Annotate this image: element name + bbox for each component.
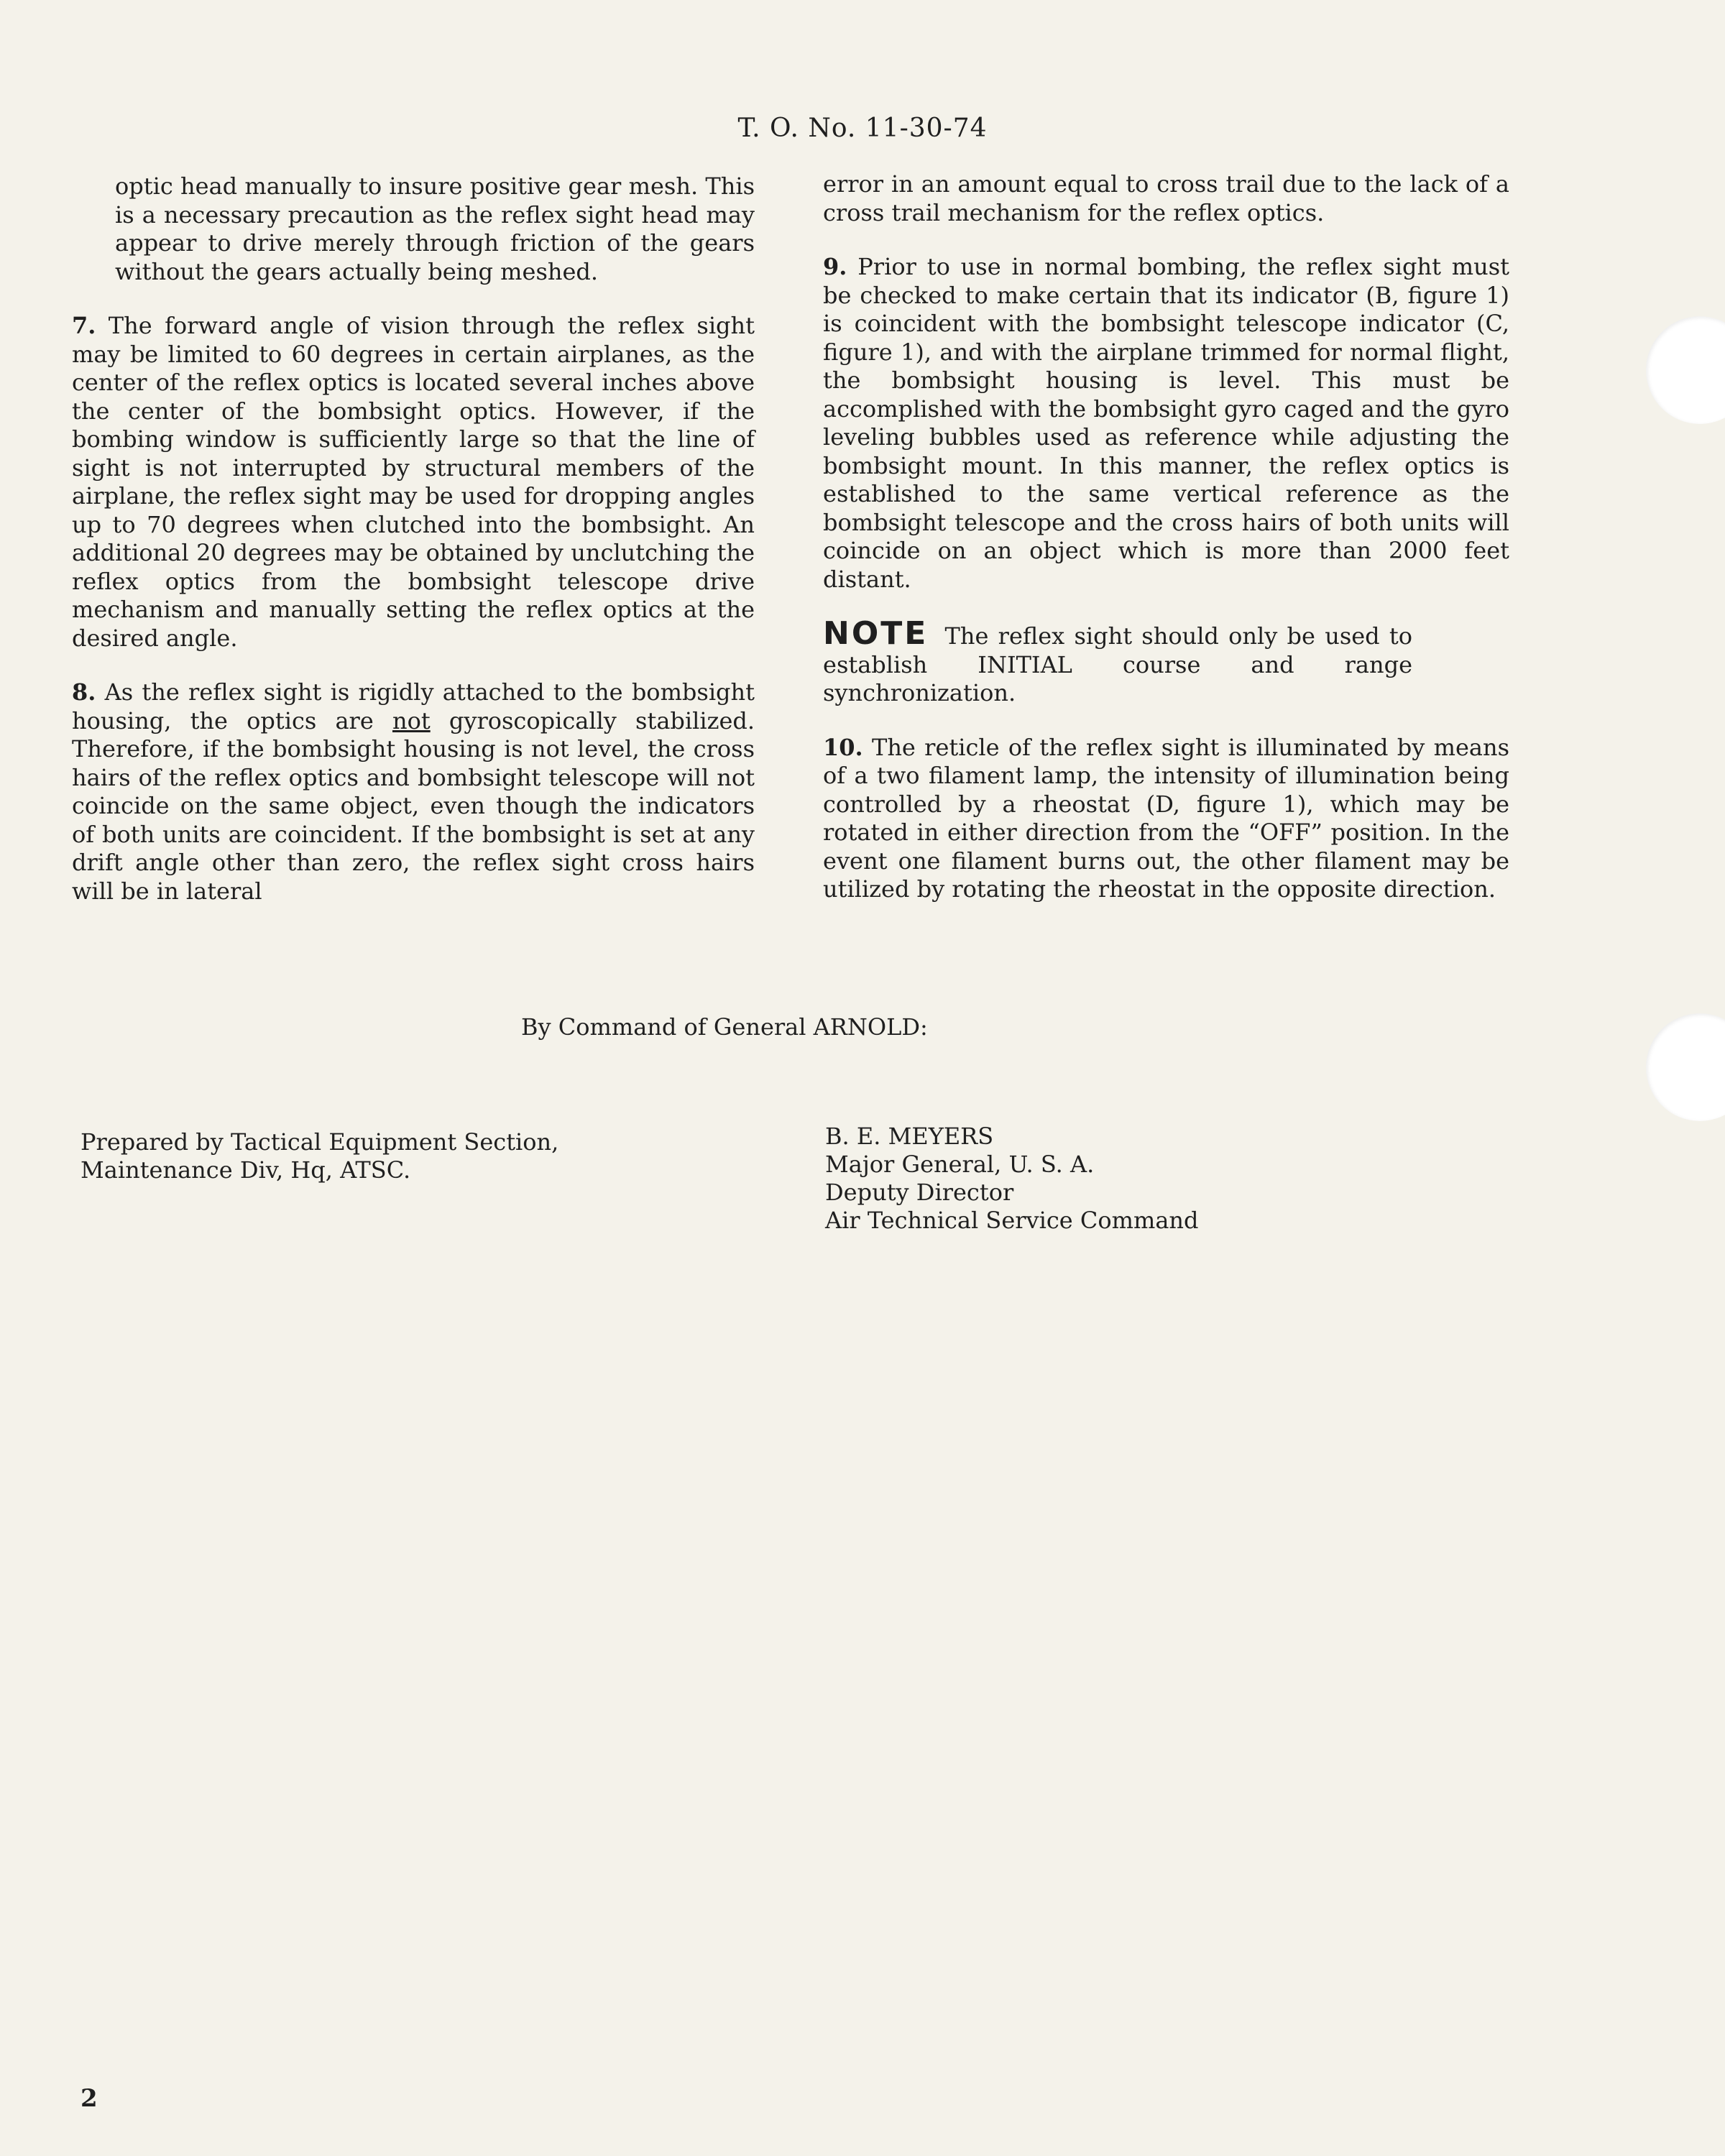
binder-hole bbox=[1646, 1013, 1725, 1121]
prepared-by-block bbox=[80, 1128, 558, 1184]
signatory-title: Deputy Director bbox=[825, 1179, 1014, 1206]
prepared-by-line: Prepared by Tactical Equipment Section, bbox=[80, 1128, 559, 1156]
paragraph-number: 10. bbox=[823, 733, 863, 761]
signatory-name: B. E. MEYERS bbox=[825, 1123, 994, 1150]
paragraph-7 bbox=[72, 312, 755, 653]
signatory-rank: Major General, U. S. A. bbox=[825, 1151, 1095, 1178]
paragraph-6-continuation: optic head manually to insure positive gear mesh. This is a necessary precaution as the reflex sight head may appear to drive merely through friction of the gears without the gears actually being meshed. bbox=[115, 172, 755, 285]
paragraph-8 bbox=[72, 678, 755, 906]
paragraph-text: gyroscopically stabilized. Therefore, if the bombsight housing is not level, the cross hairs of the reflex optics and bombsight telescope will not coincide on the same object, even though the indicators of both units are coincident. If the bombsight is set at any drift angle other than zero, the reflex sight cross hairs will be in lateral bbox=[72, 706, 755, 905]
signature-block bbox=[825, 1123, 1199, 1235]
signatory-org: Air Technical Service Command bbox=[825, 1207, 1199, 1234]
paragraph-number: 8. bbox=[72, 678, 96, 706]
binder-hole bbox=[1646, 316, 1725, 424]
document-number: T. O. No. 11-30-74 bbox=[737, 114, 988, 143]
note-label: NOTE bbox=[823, 615, 929, 652]
paragraph-number: 9. bbox=[823, 253, 847, 280]
paragraph-text: The reticle of the reflex sight is illuminated by means of a two filament lamp, the intensity of illumination being controlled by a rheostat (D, figure 1), which may be rotated in either direction from the “OFF” position. In the event one filament burns out, the other filament may be utilized by rotating the rheostat in the opposite direction. bbox=[823, 733, 1510, 903]
paragraph-text: The forward angle of vision through the reflex sight may be limited to 60 degrees in certain airplanes, as the center of the reflex optics is located several inches above the center of the bombsight optics. However, if the bombing window is sufficiently large so that the line of sight is not interrupted by structural members of the airplane, the reflex sight may be used for dropping angles up to 70 degrees when clutched into the bombsight. An additional 20 degrees may be obtained by unclutching the reflex optics from the bombsight telescope drive mechanism and manually setting the reflex optics at the desired angle. bbox=[72, 312, 755, 652]
paragraph-9 bbox=[823, 253, 1509, 594]
paragraph-10 bbox=[823, 734, 1509, 904]
emphasis-not: not bbox=[392, 706, 431, 734]
prepared-by-line: Maintenance Div, Hq, ATSC. bbox=[80, 1156, 411, 1184]
right-column bbox=[823, 170, 1509, 930]
note-block bbox=[823, 615, 1413, 708]
page-number: 2 bbox=[80, 2084, 98, 2113]
command-line: By Command of General ARNOLD: bbox=[521, 1013, 928, 1041]
paragraph-text: Prior to use in normal bombing, the reflex sight must be checked to make certain that its indicator (B, figure 1) is coincident with the bombsight telescope indicator (C, figure 1), and with the airplane trimmed for normal flight, the bombsight housing is level. This must be accomplished with the bombsight gyro caged and the gyro leveling bubbles used as reference while adjusting the bombsight mount. In this manner, the reflex optics is established to the same vertical reference as the bombsight telescope and the cross hairs of both units will coincide on an object which is more than 2000 feet distant. bbox=[823, 253, 1510, 593]
paragraph-number: 7. bbox=[72, 312, 96, 339]
note-text: The reflex sight should only be used to establish INITIAL course and range synchronization. bbox=[823, 622, 1413, 706]
left-column bbox=[72, 172, 755, 931]
paragraph-text: As the reflex sight is rigidly attached to the bombsight housing, the optics are bbox=[72, 678, 755, 734]
paragraph-8-continuation: error in an amount equal to cross trail due to the lack of a cross trail mechanism for the reflex optics. bbox=[823, 170, 1509, 226]
